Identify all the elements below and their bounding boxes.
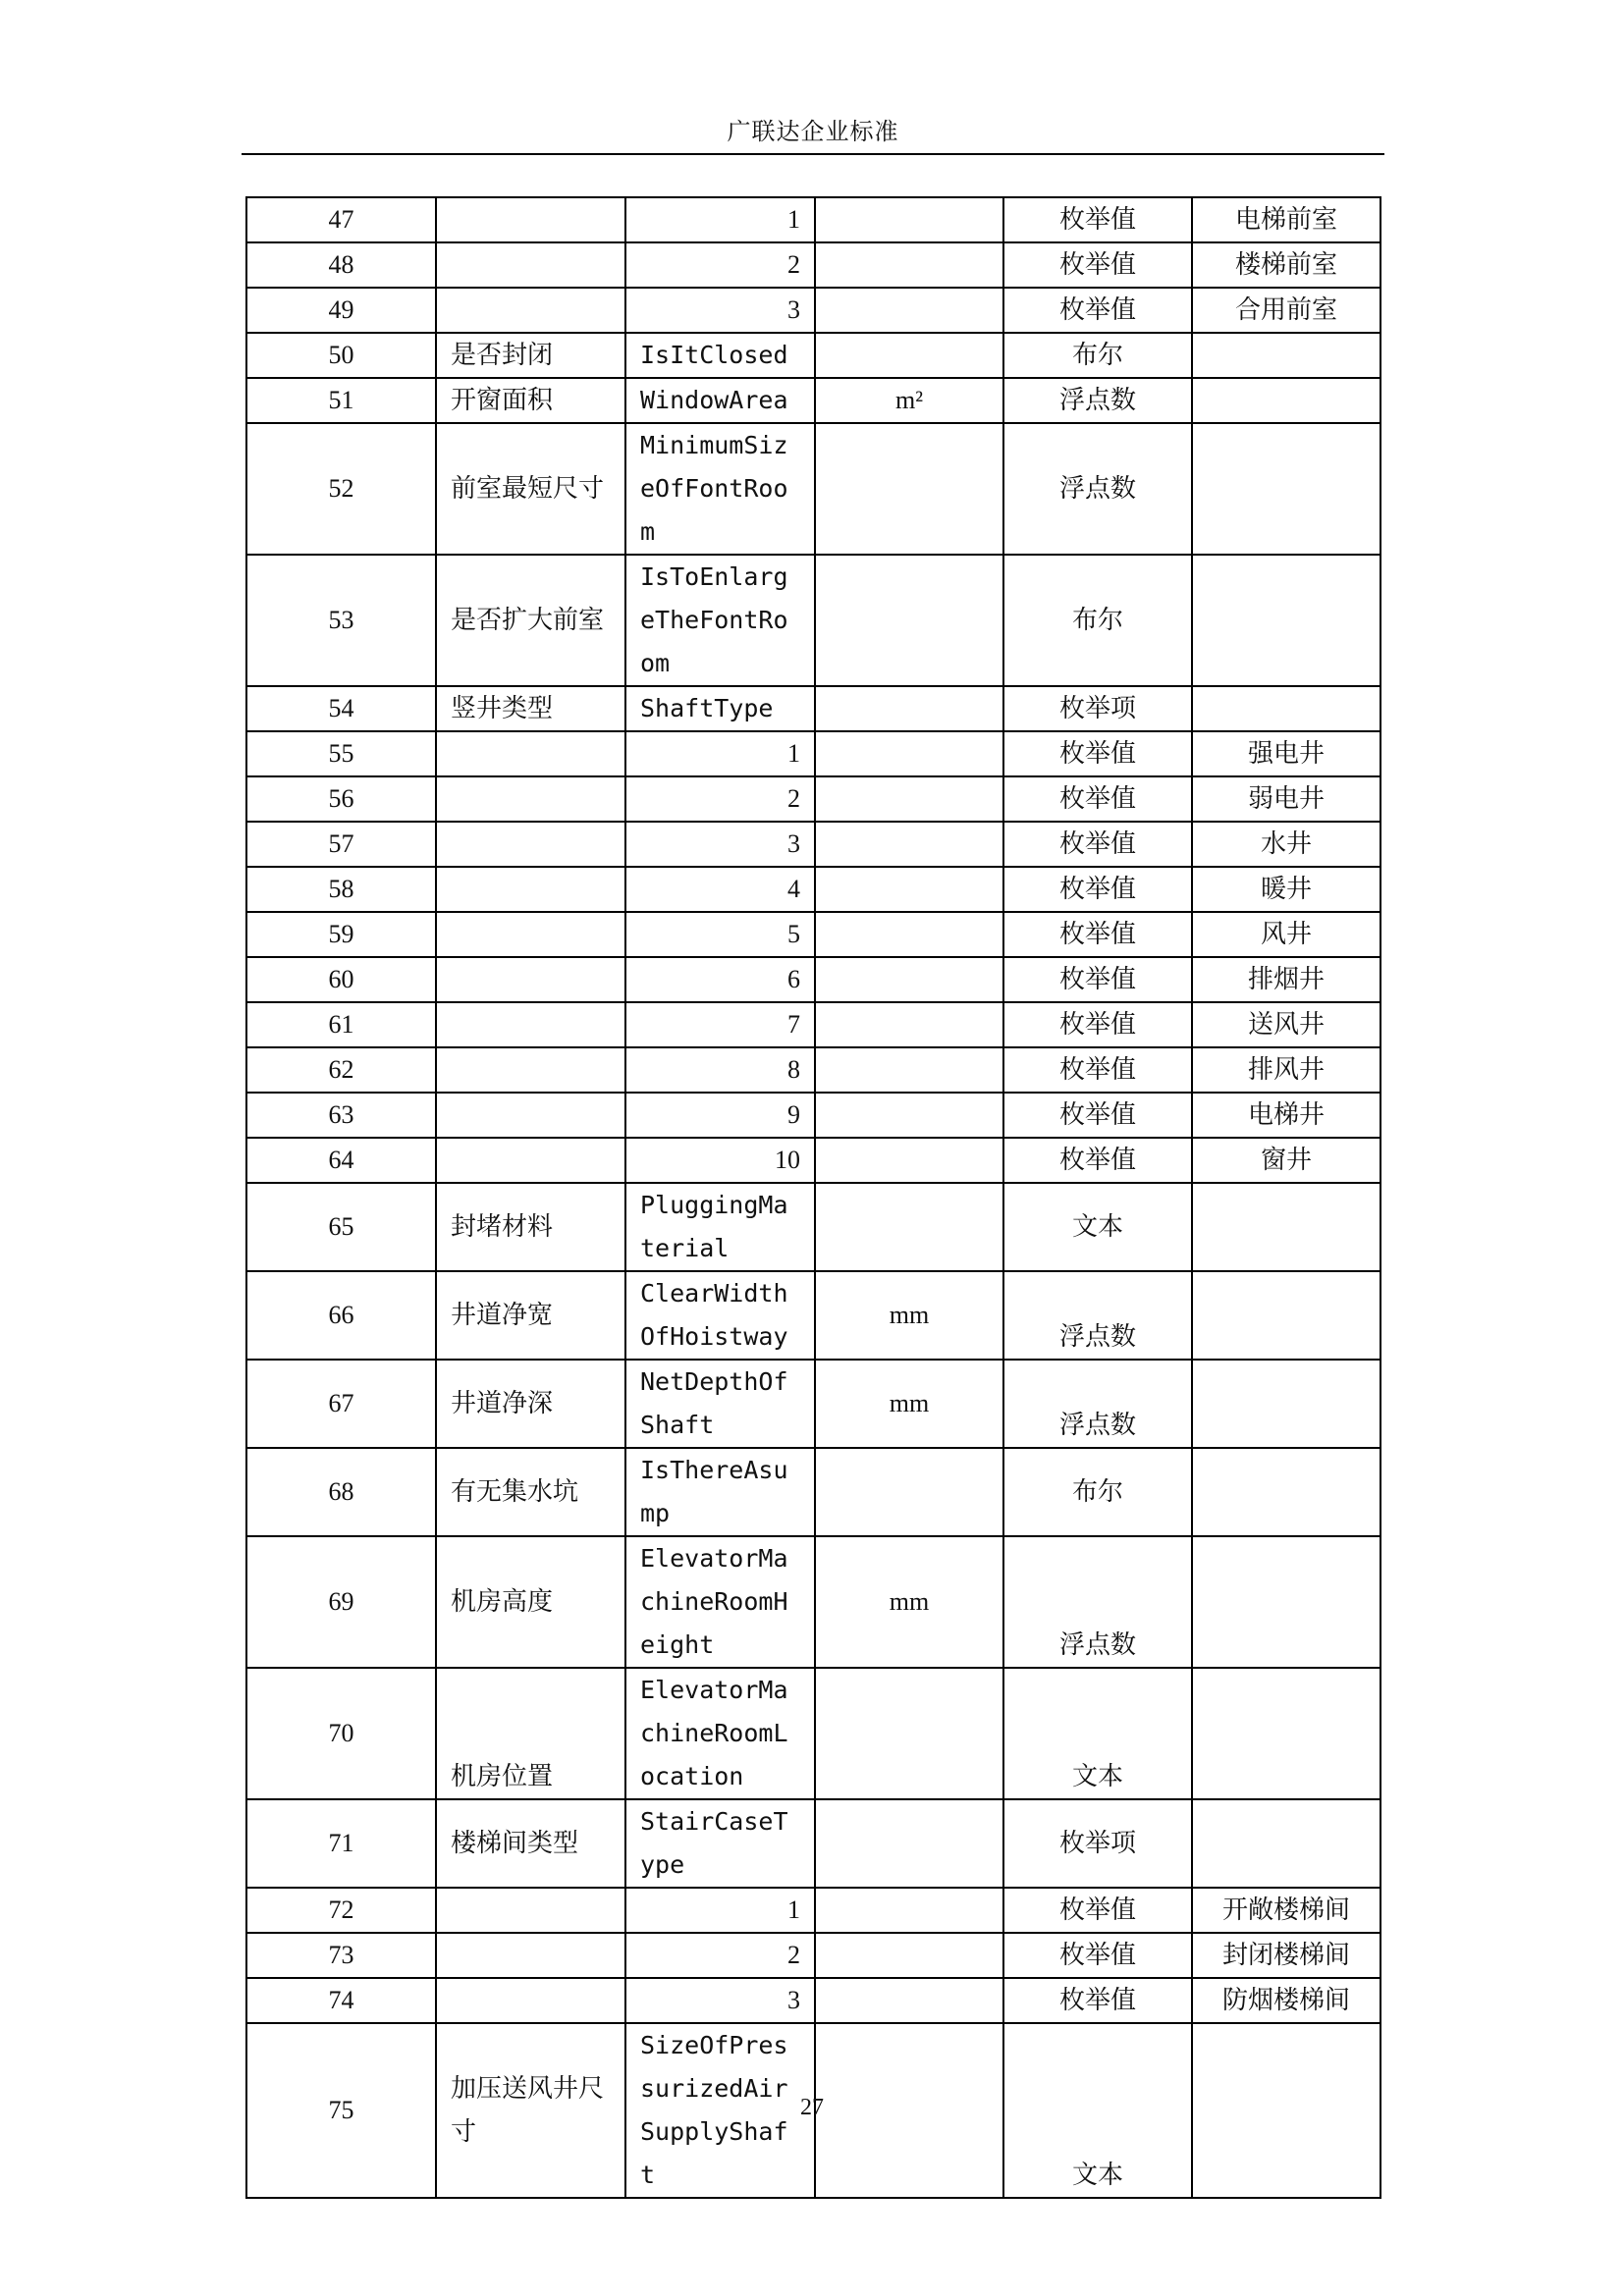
attribute-code: 1 [625, 197, 815, 242]
attribute-code: ShaftType [625, 686, 815, 731]
attribute-code: 9 [625, 1093, 815, 1138]
enum-value: 风井 [1192, 912, 1380, 957]
attribute-type: 布尔 [1003, 555, 1192, 686]
attribute-code: 6 [625, 957, 815, 1002]
row-number: 57 [246, 822, 436, 867]
header-title: 广联达企业标准 [727, 118, 899, 145]
attribute-type: 枚举值 [1003, 242, 1192, 288]
page-number: 27 [800, 2095, 824, 2120]
enum-value: 合用前室 [1192, 288, 1380, 333]
attribute-code: 4 [625, 867, 815, 912]
table-row [246, 1668, 1380, 1799]
attribute-name [436, 867, 625, 912]
attribute-type: 文本 [1003, 2023, 1192, 2198]
row-number: 60 [246, 957, 436, 1002]
table-row [246, 957, 1380, 1002]
attribute-type: 浮点数 [1003, 1271, 1192, 1360]
table-row [246, 1360, 1380, 1448]
table-row [246, 1138, 1380, 1183]
attribute-type: 枚举值 [1003, 731, 1192, 776]
attribute-code: WindowArea [625, 378, 815, 423]
attribute-name: 竖井类型 [436, 686, 625, 731]
attribute-unit: mm [815, 1360, 1003, 1448]
enum-value [1192, 1183, 1380, 1271]
attribute-name [436, 957, 625, 1002]
attribute-type: 布尔 [1003, 333, 1192, 378]
row-number: 68 [246, 1448, 436, 1536]
row-number: 66 [246, 1271, 436, 1360]
attribute-code: 2 [625, 242, 815, 288]
attribute-name: 机房高度 [436, 1536, 625, 1668]
attribute-code: 7 [625, 1002, 815, 1047]
attribute-name: 加压送风井尺寸 [436, 2023, 625, 2198]
attribute-name [436, 197, 625, 242]
row-number: 52 [246, 423, 436, 555]
attribute-type: 枚举值 [1003, 1047, 1192, 1093]
row-number: 73 [246, 1933, 436, 1978]
enum-value [1192, 333, 1380, 378]
row-number: 69 [246, 1536, 436, 1668]
row-number: 74 [246, 1978, 436, 2023]
attribute-code: 8 [625, 1047, 815, 1093]
attribute-code: StairCaseType [625, 1799, 815, 1888]
attribute-unit [815, 1448, 1003, 1536]
attribute-code: SizeOfPressurizedAirSupplyShaft [625, 2023, 815, 2198]
attribute-unit [815, 731, 1003, 776]
attribute-code: PluggingMaterial [625, 1183, 815, 1271]
enum-value: 封闭楼梯间 [1192, 1933, 1380, 1978]
table-row [246, 822, 1380, 867]
attribute-code: ElevatorMachineRoomHeight [625, 1536, 815, 1668]
enum-value: 窗井 [1192, 1138, 1380, 1183]
attribute-code: NetDepthOfShaft [625, 1360, 815, 1448]
table-row [246, 242, 1380, 288]
attribute-name [436, 1888, 625, 1933]
enum-value: 防烟楼梯间 [1192, 1978, 1380, 2023]
attribute-type: 浮点数 [1003, 378, 1192, 423]
attribute-code: ClearWidthOfHoistway [625, 1271, 815, 1360]
attribute-name: 开窗面积 [436, 378, 625, 423]
attribute-name [436, 288, 625, 333]
attribute-unit [815, 242, 1003, 288]
page-header [242, 110, 1384, 155]
attribute-code: 5 [625, 912, 815, 957]
attribute-unit [815, 1799, 1003, 1888]
enum-value: 排烟井 [1192, 957, 1380, 1002]
table-row [246, 1978, 1380, 2023]
attribute-unit [815, 333, 1003, 378]
table-row [246, 1536, 1380, 1668]
attribute-name: 是否封闭 [436, 333, 625, 378]
table-row [246, 1271, 1380, 1360]
attribute-code: IsItClosed [625, 333, 815, 378]
row-number: 49 [246, 288, 436, 333]
enum-value [1192, 686, 1380, 731]
table-row [246, 1002, 1380, 1047]
attribute-name: 楼梯间类型 [436, 1799, 625, 1888]
attribute-unit [815, 1047, 1003, 1093]
table-row [246, 197, 1380, 242]
table-row [246, 1183, 1380, 1271]
attribute-name: 封堵材料 [436, 1183, 625, 1271]
attribute-code: MinimumSizeOfFontRoom [625, 423, 815, 555]
table-row [246, 555, 1380, 686]
attribute-code: 2 [625, 776, 815, 822]
attribute-unit [815, 1978, 1003, 2023]
attribute-unit [815, 867, 1003, 912]
attribute-type: 枚举值 [1003, 1888, 1192, 1933]
attribute-type: 枚举值 [1003, 867, 1192, 912]
attribute-code: 10 [625, 1138, 815, 1183]
attribute-code: 3 [625, 822, 815, 867]
row-number: 47 [246, 197, 436, 242]
enum-value [1192, 1448, 1380, 1536]
table-row [246, 1888, 1380, 1933]
attribute-type: 文本 [1003, 1183, 1192, 1271]
attribute-unit [815, 686, 1003, 731]
attribute-code: 1 [625, 731, 815, 776]
row-number: 53 [246, 555, 436, 686]
table-row [246, 776, 1380, 822]
attribute-unit [815, 957, 1003, 1002]
attribute-code: 3 [625, 288, 815, 333]
attribute-unit: m² [815, 378, 1003, 423]
attribute-code: IsToEnlargeTheFontRoom [625, 555, 815, 686]
attribute-code: ElevatorMachineRoomLocation [625, 1668, 815, 1799]
attribute-name: 是否扩大前室 [436, 555, 625, 686]
attribute-name [436, 776, 625, 822]
row-number: 72 [246, 1888, 436, 1933]
attribute-name: 井道净深 [436, 1360, 625, 1448]
attribute-type: 枚举值 [1003, 957, 1192, 1002]
row-number: 56 [246, 776, 436, 822]
attribute-unit [815, 1668, 1003, 1799]
row-number: 70 [246, 1668, 436, 1799]
attribute-code: 1 [625, 1888, 815, 1933]
enum-value [1192, 1360, 1380, 1448]
enum-value [1192, 555, 1380, 686]
attribute-name [436, 1978, 625, 2023]
row-number: 67 [246, 1360, 436, 1448]
enum-value [1192, 1271, 1380, 1360]
enum-value: 开敞楼梯间 [1192, 1888, 1380, 1933]
attribute-type: 浮点数 [1003, 1536, 1192, 1668]
attribute-name: 前室最短尺寸 [436, 423, 625, 555]
attribute-name [436, 1093, 625, 1138]
enum-value [1192, 1536, 1380, 1668]
attribute-code: 2 [625, 1933, 815, 1978]
attribute-type: 枚举值 [1003, 1933, 1192, 1978]
table-row [246, 288, 1380, 333]
attribute-type: 枚举值 [1003, 1093, 1192, 1138]
row-number: 48 [246, 242, 436, 288]
attribute-table-body [246, 197, 1380, 2198]
enum-value [1192, 423, 1380, 555]
attribute-type: 枚举值 [1003, 912, 1192, 957]
row-number: 63 [246, 1093, 436, 1138]
enum-value: 电梯前室 [1192, 197, 1380, 242]
attribute-table [245, 196, 1381, 2199]
attribute-name [436, 1933, 625, 1978]
attribute-type: 枚举值 [1003, 288, 1192, 333]
attribute-unit: mm [815, 1536, 1003, 1668]
row-number: 59 [246, 912, 436, 957]
enum-value: 暖井 [1192, 867, 1380, 912]
attribute-unit [815, 423, 1003, 555]
row-number: 50 [246, 333, 436, 378]
enum-value [1192, 378, 1380, 423]
table-row [246, 867, 1380, 912]
attribute-type: 枚举项 [1003, 1799, 1192, 1888]
attribute-type: 浮点数 [1003, 423, 1192, 555]
attribute-type: 枚举值 [1003, 197, 1192, 242]
enum-value: 强电井 [1192, 731, 1380, 776]
table-row [246, 912, 1380, 957]
attribute-code: IsThereAsump [625, 1448, 815, 1536]
attribute-unit [815, 555, 1003, 686]
table-row [246, 1093, 1380, 1138]
enum-value: 电梯井 [1192, 1093, 1380, 1138]
attribute-name: 井道净宽 [436, 1271, 625, 1360]
attribute-name [436, 1002, 625, 1047]
attribute-unit [815, 1933, 1003, 1978]
enum-value [1192, 1668, 1380, 1799]
row-number: 55 [246, 731, 436, 776]
attribute-name: 有无集水坑 [436, 1448, 625, 1536]
attribute-unit [815, 1093, 1003, 1138]
row-number: 54 [246, 686, 436, 731]
attribute-type: 枚举值 [1003, 822, 1192, 867]
attribute-name [436, 1047, 625, 1093]
attribute-name: 机房位置 [436, 1668, 625, 1799]
attribute-name [436, 242, 625, 288]
enum-value: 排风井 [1192, 1047, 1380, 1093]
attribute-unit [815, 1002, 1003, 1047]
attribute-unit [815, 1138, 1003, 1183]
row-number: 58 [246, 867, 436, 912]
table-row [246, 686, 1380, 731]
attribute-type: 枚举值 [1003, 1002, 1192, 1047]
row-number: 62 [246, 1047, 436, 1093]
row-number: 75 [246, 2023, 436, 2198]
row-number: 71 [246, 1799, 436, 1888]
attribute-unit [815, 288, 1003, 333]
attribute-unit [815, 197, 1003, 242]
attribute-unit [815, 1888, 1003, 1933]
attribute-type: 浮点数 [1003, 1360, 1192, 1448]
row-number: 61 [246, 1002, 436, 1047]
attribute-code: 3 [625, 1978, 815, 2023]
attribute-name [436, 731, 625, 776]
enum-value: 送风井 [1192, 1002, 1380, 1047]
table-row [246, 1448, 1380, 1536]
attribute-type: 枚举值 [1003, 1138, 1192, 1183]
table-row [246, 1047, 1380, 1093]
table-row [246, 333, 1380, 378]
attribute-name [436, 1138, 625, 1183]
attribute-unit [815, 1183, 1003, 1271]
table-row [246, 378, 1380, 423]
attribute-type: 枚举值 [1003, 1978, 1192, 2023]
attribute-unit: mm [815, 1271, 1003, 1360]
attribute-name [436, 822, 625, 867]
attribute-type: 布尔 [1003, 1448, 1192, 1536]
attribute-unit [815, 776, 1003, 822]
table-row [246, 1799, 1380, 1888]
table-row [246, 423, 1380, 555]
enum-value: 弱电井 [1192, 776, 1380, 822]
attribute-name [436, 912, 625, 957]
table-row [246, 1933, 1380, 1978]
row-number: 51 [246, 378, 436, 423]
row-number: 64 [246, 1138, 436, 1183]
enum-value: 楼梯前室 [1192, 242, 1380, 288]
enum-value [1192, 1799, 1380, 1888]
attribute-unit [815, 822, 1003, 867]
attribute-type: 文本 [1003, 1668, 1192, 1799]
row-number: 65 [246, 1183, 436, 1271]
attribute-unit [815, 912, 1003, 957]
attribute-type: 枚举项 [1003, 686, 1192, 731]
attribute-type: 枚举值 [1003, 776, 1192, 822]
enum-value: 水井 [1192, 822, 1380, 867]
table-row [246, 731, 1380, 776]
